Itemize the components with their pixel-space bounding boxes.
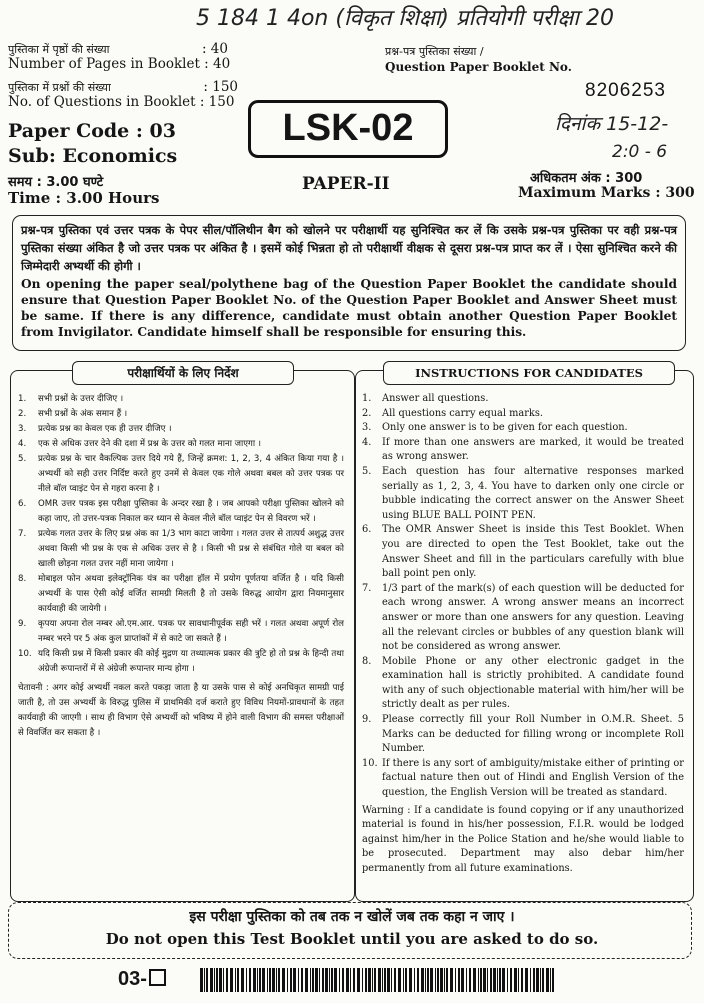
barcode-bar: [444, 968, 445, 992]
instruction-text: 1/3 part of the mark(s) of each question will be deducted for each wrong answer. A wrong answer means an incorrect answer or more than one answers for any question. Leaving all the relevant circles or bubbles of any question blank will not be considered as wrong answer.: [382, 582, 684, 653]
barcode-bar: [246, 968, 247, 992]
instruction-item: [18, 617, 344, 647]
instruction-text: कृपया अपना रोल नम्बर ओ.एम.आर. पत्रक पर सावधानीपूर्वक सही भरें । गलत अथवा अपूर्ण रोल नम्बर भरने पर 5 अंक कुल प्राप्तांकों में से काटे जा सकते हैं ।: [38, 619, 344, 644]
barcode-bar: [259, 968, 261, 992]
instruction-number: 2.: [18, 409, 27, 419]
time-hi: समय : 3.00 घण्टे: [8, 175, 104, 190]
instruction-text: If there is any sort of ambiguity/mistake either of printing or factual nature then out of Hindi and English Version of the question, the English Version will be treated as standard.: [382, 757, 684, 799]
barcode-bar: [269, 968, 271, 992]
barcode-bar: [301, 968, 303, 992]
instruction-item: [362, 655, 684, 713]
instruction-text: प्रत्येक गलत उत्तर के लिए प्रश्न अंक का 1/3 भाग काटा जायेगा । गलत उत्तर से तात्पर्य अशुद्ध उत्तर अथवा किसी भी प्रश्न के एक से अधिक उत्तर से है । किसी भी प्रश्न से संबंधित गोले या बबल को खाली छोड़ना गलत उत्तर नहीं माना जायेगा ।: [38, 529, 344, 569]
barcode-bar: [382, 968, 383, 992]
instruction-item: [18, 527, 344, 572]
barcode-bar: [226, 968, 228, 992]
barcode-bar: [540, 968, 541, 992]
barcode-bar: [469, 968, 471, 992]
barcode-bar: [394, 968, 396, 992]
barcode-bar: [497, 968, 498, 992]
instruction-number: 1.: [362, 393, 372, 404]
instruction-text: The OMR Answer Sheet is inside this Test Booklet. When you are directed to open the Test Booklet, take out the Answer Sheet and fill in the particulars carefully with blue ball point pen only.: [382, 524, 684, 580]
instruction-item: [18, 497, 344, 527]
barcode-bar: [378, 968, 381, 992]
instruction-text: Answer all questions.: [382, 393, 489, 404]
barcode-bar: [262, 968, 265, 992]
barcode-bar: [550, 968, 551, 992]
handwritten-time: 2:0 - 6: [612, 142, 668, 162]
instruction-item: [362, 757, 684, 801]
instruction-text: Please correctly fill your Roll Number in O.M.R. Sheet. 5 Marks can be deducted for filling wrong or incomplete Roll Number.: [382, 714, 684, 755]
barcode-bar: [290, 968, 292, 992]
hindi-instructions-body: [18, 392, 344, 741]
booklet-number: 8206253: [585, 80, 666, 101]
instruction-text: यदि किसी प्रश्न में किसी प्रकार की कोई मुद्रण या तथ्यात्मक प्रकार की त्रुटि हो तो प्रश्न के हिन्दी तथा अंग्रेजी रूपान्तरों में से अंग्रेजी रूपान्तर मान्य होगा ।: [38, 649, 344, 674]
questions-label-hi: पुस्तिका में प्रश्नों की संख्या: [8, 81, 111, 94]
barcode-bar: [530, 968, 531, 992]
barcode-bar: [514, 968, 517, 992]
instruction-text: मोबाइल फोन अथवा इलेक्ट्रॉनिक यंत्र का परीक्षा हॉल में प्रयोग पूर्णतया वर्जित है । यदि किसी अभ्यर्थी के पास ऐसी कोई वर्जित सामग्री मिलती है तो उसके विरुद्ध आयोग द्वारा नियमानुसार कार्यवाही की जायेगी ।: [38, 574, 344, 614]
barcode-bar: [387, 968, 390, 992]
barcode-bar: [293, 968, 296, 992]
instruction-text: Mobile Phone or any other electronic gadget in the examination hall is strictly prohibited. A candidate found with any of such objectionable material with him/her will be strictly dealt as per rules.: [382, 655, 684, 711]
barcode-bar: [536, 968, 539, 992]
barcode-bar: [331, 968, 333, 992]
instruction-text: OMR उत्तर पत्रक इस परीक्षा पुस्तिका के अन्दर रखा है । जब आपको परीक्षा पुस्तिका खोलने को कहा जाए, तो उत्तर-पत्रक निकाल कर ध्यान से केवल नीले बॉल प्वाइंट पेन से विवरण भरें ।: [38, 499, 344, 524]
instruction-text: Only one answer is to be given for each question.: [382, 422, 628, 434]
barcode-bar: [310, 968, 311, 992]
barcode-bar: [403, 968, 404, 992]
barcode-bar: [298, 968, 299, 992]
instruction-item: [362, 523, 684, 581]
instruction-text: प्रत्येक प्रश्न के चार वैकल्पिक उत्तर दिये गये हैं, जिन्हें क्रमश: 1, 2, 3, 4 अंकित किया गया है । अभ्यर्थी को सही उत्तर निर्दिष्ट करते हुए उनमें से केवल एक गोले अथवा बबल को उत्तर पत्रक पर नीले बॉल प्वाइंट पेन से गहरा करना है ।: [38, 454, 344, 494]
barcode-bar: [427, 968, 429, 992]
barcode-bar: [235, 968, 236, 992]
barcode-bar: [552, 968, 554, 992]
barcode-bar: [473, 968, 476, 992]
barcode-bar: [521, 968, 523, 992]
barcode-bar: [210, 968, 213, 992]
instruction-text: If more than one answers are marked, it would be treated as wrong answer.: [382, 436, 684, 463]
instruction-number: 7.: [362, 582, 372, 594]
barcode-bar: [346, 968, 349, 992]
barcode-bar: [350, 968, 351, 992]
barcode-bar: [334, 968, 337, 992]
instruction-text: All questions carry equal marks.: [382, 407, 543, 419]
instruction-number: 1.: [18, 394, 27, 404]
barcode-bar: [200, 968, 203, 992]
instruction-item: [18, 452, 344, 497]
barcode-bar: [374, 968, 376, 992]
barcode-bar: [249, 968, 251, 992]
english-instructions-list: [362, 392, 684, 801]
barcode-bar: [312, 968, 314, 992]
pages-value-hi: : 40: [201, 41, 228, 57]
barcode-bar: [414, 968, 415, 992]
english-instructions-body: [362, 392, 684, 877]
barcode-bar: [329, 968, 330, 992]
instruction-item: [18, 392, 344, 407]
barcode-bar: [322, 968, 324, 992]
instruction-number: 9.: [362, 714, 372, 726]
barcode-bar: [223, 968, 224, 992]
barcode-bar: [305, 968, 308, 992]
barcode-bar: [353, 968, 355, 992]
barcode-bar: [461, 968, 464, 992]
barcode-bar: [272, 968, 275, 992]
barcode-bar: [480, 968, 482, 992]
barcode-bar: [214, 968, 215, 992]
page-code: 03-: [118, 968, 166, 991]
barcode-bar: [487, 968, 488, 992]
barcode-bar: [430, 968, 433, 992]
barcode-bar: [339, 968, 340, 992]
footer-english: Do not open this Test Booklet until you are asked to do so.: [105, 930, 599, 948]
instruction-text: प्रत्येक प्रश्न का केवल एक ही उत्तर दीजिए ।: [38, 424, 172, 434]
notice-hindi: प्रश्न-पत्र पुस्तिका एवं उत्तर पत्रक के पेपर सील/पॉलिथीन बैग को खोलने पर परीक्षार्थी यह सुनिश्चित कर लें कि उसके प्रश्न-पत्र पुस्तिका पर वही प्रश्न-पत्र पुस्तिका संख्या अंकित है जो उत्तर पत्रक पर अंकित है । इसमें कोई भिन्नता हो तो परीक्षार्थी वीक्षक से दूसरा प्रश्न-पत्र प्राप्त कर लें । ऐसा सुनिश्चित करने की जिम्मेदारी अभ्यर्थी की होगी ।: [21, 223, 677, 273]
english-instructions-title: INSTRUCTIONS FOR CANDIDATES: [383, 361, 675, 385]
hindi-warning: चेतावनी : अगर कोई अभ्यर्थी नकल करते पकड़ा जाता है या उसके पास से कोई अनधिकृत सामग्री पाई जाती है, तो उस अभ्यर्थी के विरुद्ध पुलिस में प्राथमिकी दर्ज कराते हुए विविध नियमों-प्रावधानों के तहत कार्यवाही की जाएगी । साथ ही विभाग ऐसे अभ्यर्थी को भविष्य में होने वाली विभाग की समस्त परीक्षाओं से विवर्जित कर सकता है ।: [18, 683, 344, 738]
instruction-item: [362, 407, 684, 422]
barcode-bar: [493, 968, 496, 992]
instruction-text: सभी प्रश्नों के उत्तर दीजिए ।: [38, 394, 124, 404]
barcode-bar: [206, 968, 208, 992]
barcode-bar: [440, 968, 443, 992]
barcode-bar: [405, 968, 407, 992]
instruction-text: सभी प्रश्नों के अंक समान हैं ।: [38, 409, 128, 419]
subject: Sub: Economics: [8, 145, 178, 167]
barcode-bar: [525, 968, 528, 992]
hindi-instructions-title: परीक्षार्थियों के लिए निर्देश: [72, 361, 294, 385]
instruction-number: 10.: [18, 649, 32, 659]
barcode-bar: [282, 968, 285, 992]
hindi-instructions-list: [18, 392, 344, 677]
barcode-bar: [362, 968, 363, 992]
barcode-bar: [257, 968, 258, 992]
barcode-bar: [518, 968, 519, 992]
page-code-box-icon: [149, 969, 166, 986]
booklet-meta: [8, 42, 248, 110]
instruction-number: 6.: [362, 524, 372, 536]
barcode-bar: [499, 968, 501, 992]
barcode-bar: [398, 968, 401, 992]
barcode-bar: [230, 968, 233, 992]
questions-value-hi: : 150: [203, 79, 238, 95]
instruction-number: 8.: [362, 655, 372, 667]
instruction-text: Each question has four alternative responses marked serially as 1, 2, 3, 4. You have to darken only one circle or bubble indicating the correct answer on the Answer Sheet using BLUE BALL POINT PEN.: [382, 465, 684, 521]
handwritten-top-note: 5 184 1 4on (विकृत शिक्षा) प्रतियोगी परीक्षा 20: [196, 6, 614, 31]
barcode-bar: [368, 968, 371, 992]
instruction-text: एक से अधिक उत्तर देने की दशा में प्रश्न के उत्तर को गलत माना जाएगा ।: [38, 439, 262, 449]
barcode-bar: [409, 968, 412, 992]
notice-english: On opening the paper seal/polythene bag of the Question Paper Booklet the candidate should ensure that Question Paper Booklet No. of the Question Paper Booklet and Answer Sheet must be same. If there is any difference, candidate must obtain another Question Paper Booklet from Invigilator. Candidate himself shall be responsible for ensuring this.: [21, 277, 677, 339]
instruction-item: [362, 392, 684, 407]
barcode-bar: [253, 968, 256, 992]
instruction-number: 8.: [18, 574, 27, 584]
barcode-bar: [483, 968, 486, 992]
barcode-bar: [267, 968, 268, 992]
paper-code: Paper Code : 03: [8, 120, 176, 142]
barcode-bar: [425, 968, 426, 992]
questions-label-en: No. of Questions in Booklet : 150: [8, 94, 235, 110]
instruction-number: 10.: [362, 757, 378, 769]
instruction-number: 2.: [362, 407, 372, 419]
instruction-item: [18, 572, 344, 617]
barcode-bar: [437, 968, 439, 992]
instruction-item: [362, 582, 684, 655]
pages-label-hi: पुस्तिका में पृष्ठों की संख्या: [8, 43, 110, 56]
barcode-bar: [478, 968, 479, 992]
max-marks-hi: अधिकतम अंक : 300: [530, 171, 643, 186]
barcode-bar: [319, 968, 320, 992]
barcode-bar: [466, 968, 467, 992]
barcode-bar: [455, 968, 456, 992]
barcode-bar: [216, 968, 218, 992]
instruction-item: [18, 437, 344, 452]
barcode-bar: [546, 968, 549, 992]
barcode-bar: [391, 968, 392, 992]
instruction-number: 5.: [18, 454, 27, 464]
instruction-number: 7.: [18, 529, 27, 539]
instruction-number: 4.: [362, 436, 372, 448]
instruction-number: 3.: [18, 424, 27, 434]
barcode-bar: [417, 968, 419, 992]
barcode-bar: [435, 968, 436, 992]
barcode-bar: [446, 968, 448, 992]
time-en: Time : 3.00 Hours: [8, 189, 160, 207]
barcode-bar: [421, 968, 424, 992]
handwritten-date: दिनांक 15-12-: [555, 113, 669, 135]
instruction-number: 3.: [362, 422, 372, 434]
barcode-bar: [342, 968, 344, 992]
booklet-check-notice: [12, 215, 686, 351]
barcode-bar: [219, 968, 222, 992]
barcode-bar: [372, 968, 373, 992]
instruction-number: 6.: [18, 499, 27, 509]
barcode-bar: [237, 968, 239, 992]
barcode-bar: [510, 968, 512, 992]
barcode-bar: [490, 968, 492, 992]
barcode-bar: [458, 968, 460, 992]
paper-number: PAPER-II: [302, 174, 390, 194]
instruction-number: 9.: [18, 619, 27, 629]
barcode-bar: [278, 968, 280, 992]
max-marks-en: Maximum Marks : 300: [518, 185, 695, 201]
barcode-bar: [315, 968, 318, 992]
qpb-no-label-en: Question Paper Booklet No.: [385, 60, 572, 74]
barcode-bar: [365, 968, 367, 992]
barcode-bar: [276, 968, 277, 992]
barcode-bar: [507, 968, 508, 992]
barcode-bar: [542, 968, 544, 992]
barcode-bar: [325, 968, 328, 992]
barcode-bar: [287, 968, 288, 992]
instruction-item: [18, 647, 344, 677]
instruction-item: [362, 436, 684, 465]
qpb-no-label-hi: प्रश्न-पत्र पुस्तिका संख्या /: [385, 45, 484, 58]
instruction-number: 4.: [18, 439, 27, 449]
instruction-item: [362, 713, 684, 757]
footer-hindi: इस परीक्षा पुस्तिका को तब तक न खोलें जब तक कहा न जाए ।: [189, 909, 515, 925]
barcode-bar: [204, 968, 205, 992]
english-warning: Warning : If a candidate is found copying or if any unauthorized material is found in his/her possession, F.I.R. would be lodged against him/her in the Police Station and he/she would liable to be prosecuted. Department may also debar him/her permanently from all future examinations.: [362, 804, 684, 874]
instruction-item: [362, 465, 684, 523]
barcode-icon: [200, 968, 560, 992]
barcode-bar: [357, 968, 360, 992]
instruction-item: [362, 421, 684, 436]
barcode-bar: [241, 968, 244, 992]
barcode-bar: [533, 968, 535, 992]
barcode-bar: [502, 968, 505, 992]
pages-label-en: Number of Pages in Booklet : 40: [8, 56, 231, 72]
barcode-bar: [384, 968, 386, 992]
instruction-number: 5.: [362, 465, 372, 477]
booklet-code-box: LSK-02: [248, 100, 448, 158]
instruction-item: [18, 407, 344, 422]
barcode-bar: [450, 968, 453, 992]
instruction-item: [18, 422, 344, 437]
